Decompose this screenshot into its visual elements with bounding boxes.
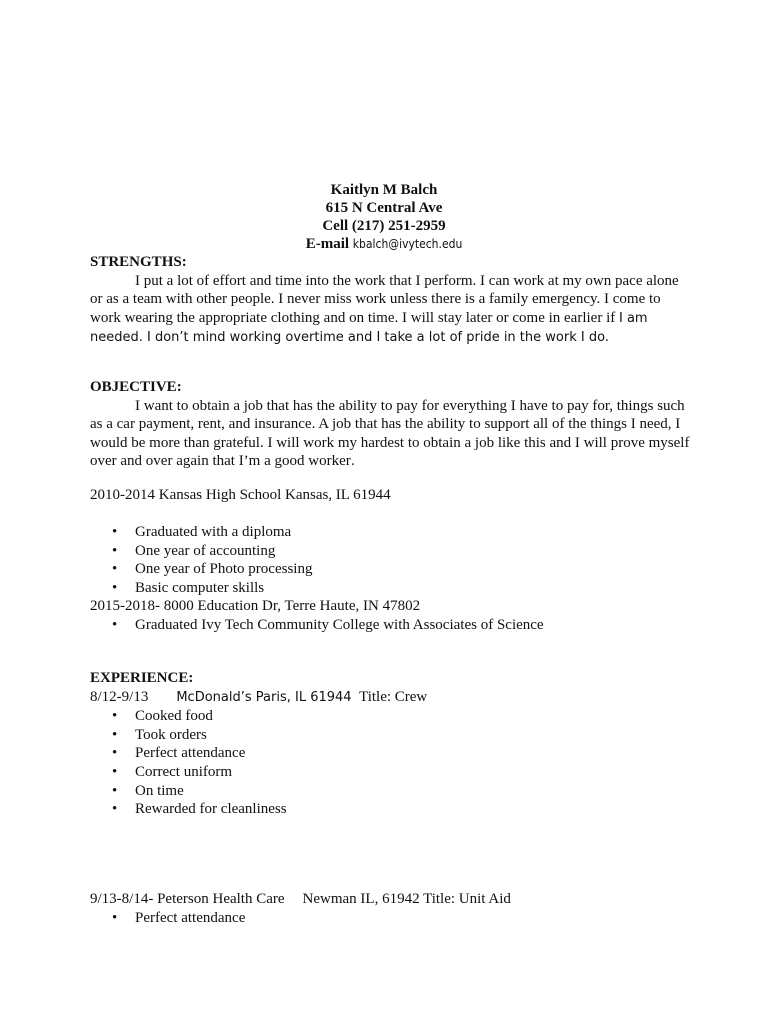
job-line [90,890,690,909]
job-title: Title: Crew [359,688,428,705]
education-list [90,616,690,635]
job-line [90,688,690,708]
list-item: • One year of accounting [90,542,690,561]
list-item: • Perfect attendance [90,909,690,928]
education-high-school-details [90,523,690,635]
phone-number: Cell (217) 251-2959 [322,218,446,234]
list-item: • Perfect attendance [90,744,690,763]
job-place: Newman IL, 61942 Title: Unit Aid [302,891,511,907]
education-line: 2010-2014 Kansas High School Kansas, IL 61944 [90,487,391,503]
street-address: 615 N Central Ave [325,200,443,216]
applicant-name: Kaitlyn M Balch [330,182,438,198]
objective-paragraph [90,397,690,472]
objective-heading: OBJECTIVE: [90,379,182,395]
list-item: • Graduated with a diploma [90,523,690,542]
job-dates: 9/13-8/14- Peterson Health Care [90,891,285,907]
experience-section [90,669,690,819]
job-place: McDonald’s Paris, IL 61944 [176,689,352,705]
job-duties-list [90,909,690,928]
list-item: • On time [90,782,690,801]
objective-text: I want to obtain a job that has the ability to pay for everything I have to pay for, things such as a car payment, rent, and insurance. A job that has the ability to support all of the things I need, I would be more than grateful. I will work my hardest to obtain a job like this and I will prove myself over and over again that I’m a good worker [90,397,690,470]
strengths-heading: STRENGTHS: [90,254,187,270]
job-duties-list [90,707,690,819]
email-line [0,235,768,253]
experience-job-2 [90,890,690,927]
list-item: • Cooked food [90,707,690,726]
contact-header [0,181,768,253]
list-item: • Took orders [90,726,690,745]
email-address: kbalch@ivytech.edu [352,237,463,251]
objective-text-end: . [350,454,355,470]
job-dates: 8/12-9/13 [90,688,149,705]
list-item: • One year of Photo processing [90,560,690,579]
experience-heading: EXPERIENCE: [90,670,194,686]
strengths-text: I put a lot of effort and time into the work that I perform. I can work at my own pace alone or as a team with other people. I never miss work unless there is a family emergency. I come to work wearing the appropriate clothing and on time. I will stay later or come in earlier if [90,272,679,326]
strengths-section [90,253,690,348]
education-high-school [90,486,690,505]
education-list [90,523,690,597]
education-line: 2015-2018- 8000 Education Dr, Terre Haute, IN 47802 [90,598,421,615]
list-item: • Basic computer skills [90,579,690,598]
list-item: • Graduated Ivy Tech Community College with Associates of Science [90,616,690,635]
objective-section [90,378,690,472]
strengths-paragraph [90,272,690,348]
email-label: E-mail [305,236,350,252]
list-item: • Correct uniform [90,763,690,782]
strengths-text-end: I am needed. I don’t mind working overtime and I take a lot of pride in the work I do. [90,310,648,346]
list-item: • Rewarded for cleanliness [90,800,690,819]
